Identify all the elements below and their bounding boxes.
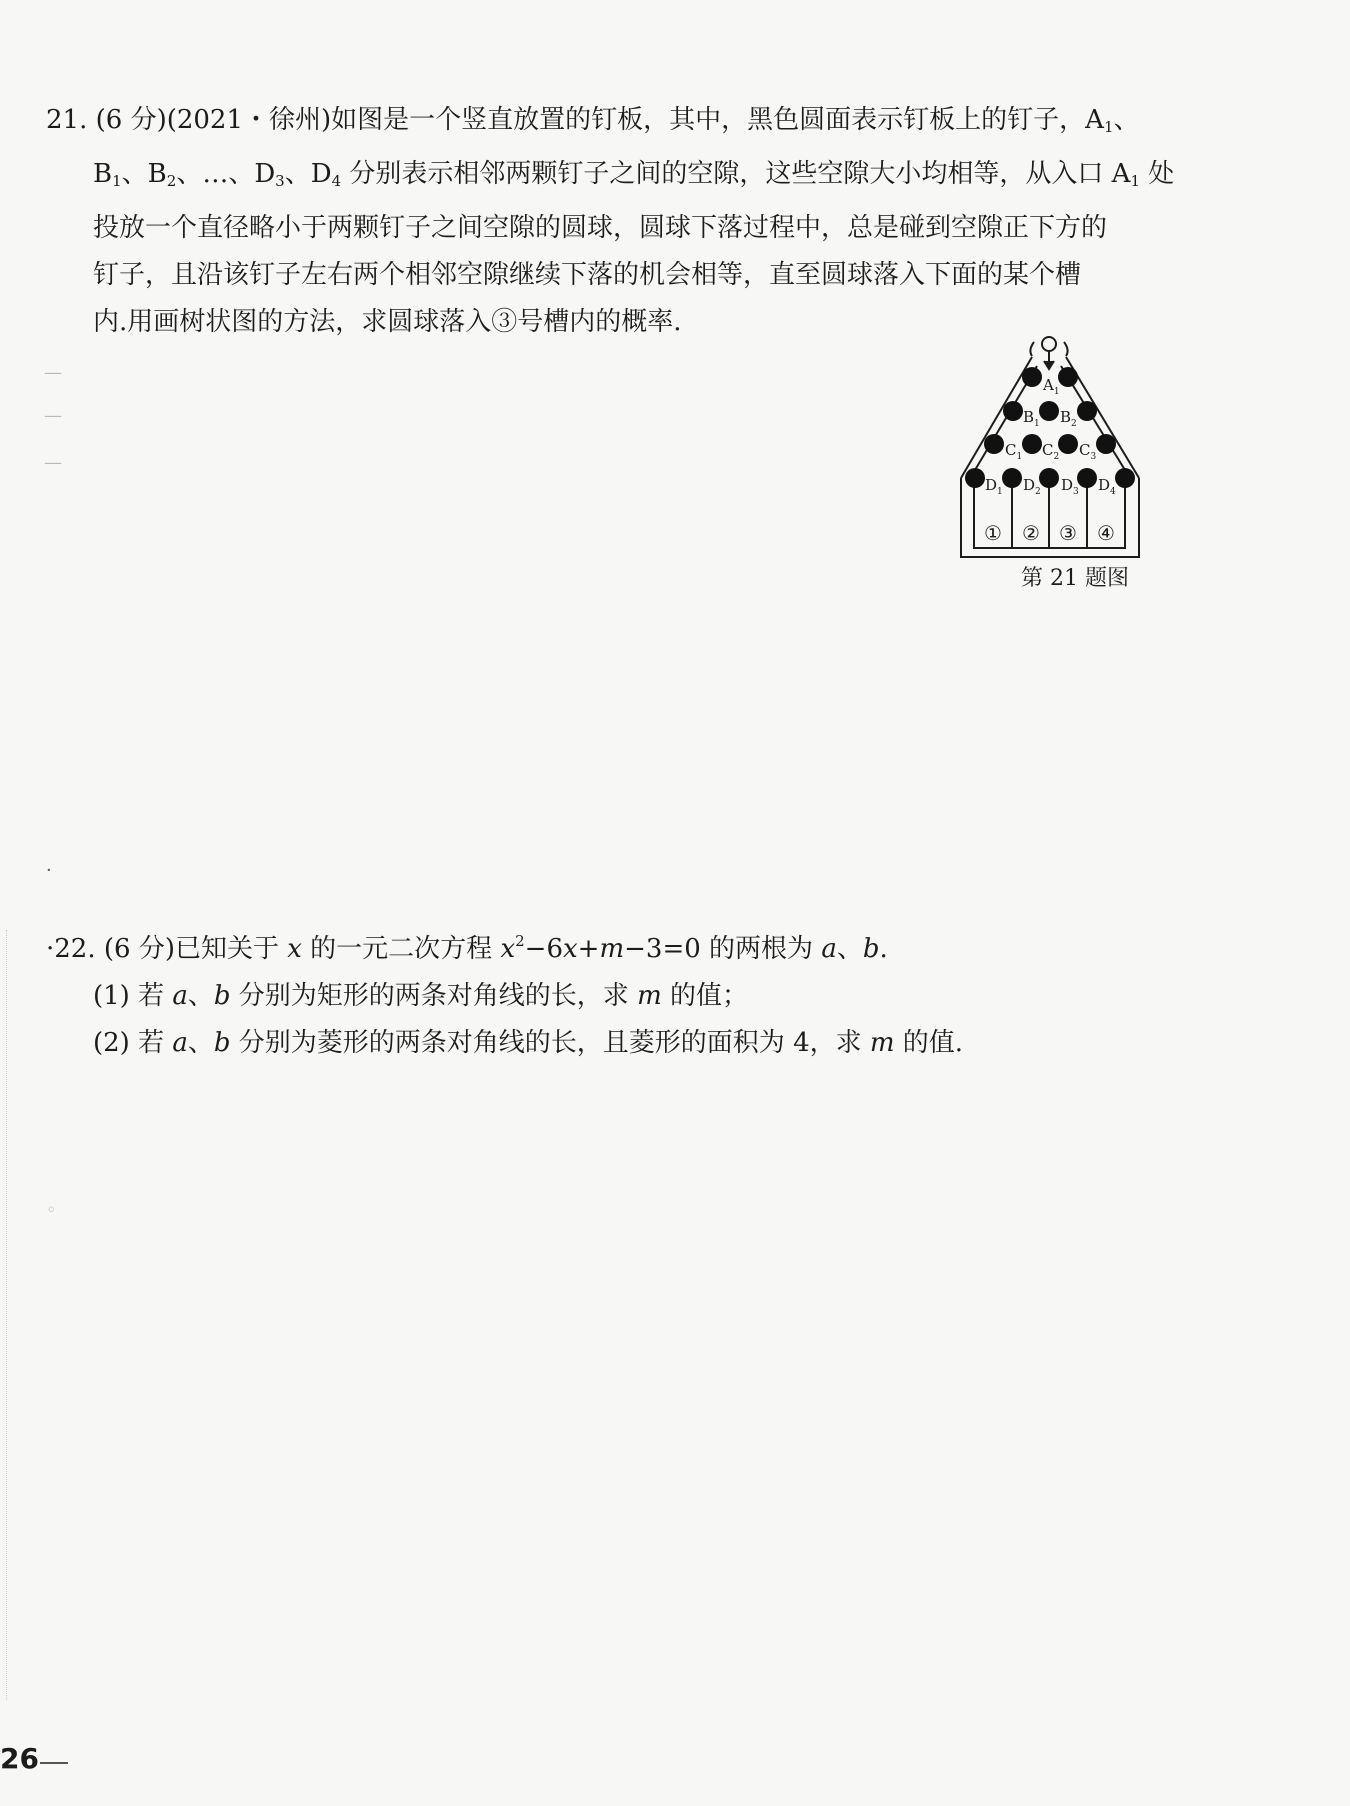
- peg: [1039, 468, 1059, 488]
- entry-arrowhead: [1044, 361, 1054, 369]
- page-number: 26: [0, 1742, 39, 1775]
- gap-label-a1: $A_1$: [1043, 376, 1060, 397]
- gap-label-c2: $C_2$: [1042, 441, 1060, 462]
- binding-dotted-line: [6, 930, 7, 1700]
- gap-label-b2: $B_2$: [1060, 408, 1077, 429]
- peg: [984, 434, 1004, 454]
- problem-21-line-2: $B_1$、$B_2$、…、$D_3$、$D_4$ 分别表示相邻两颗钉子之间的空隙，这些空隙大小均相等，从入口 $A_1$ 处: [93, 159, 1175, 190]
- margin-mark: —: [44, 405, 62, 426]
- peg: [1115, 468, 1135, 488]
- gap-label-c3: $C_3$: [1079, 441, 1097, 462]
- slot-label-1: ①: [984, 521, 1002, 545]
- problem-21-line-1: 21. (6 分)(2021・徐州)如图是一个竖直放置的钉板，其中，黑色圆面表示钉板上的钉子，$A_1$、: [46, 105, 1140, 136]
- peg: [1096, 434, 1116, 454]
- problem-22-part-1: (1) 若 a、b 分别为矩形的两条对角线的长，求 m 的值；: [93, 981, 748, 1011]
- entry-ball: [1042, 337, 1056, 351]
- entry-curl-left: [1030, 342, 1034, 356]
- peg: [1077, 401, 1097, 421]
- problem-21-line-5: 内.用画树状图的方法，求圆球落入③号槽内的概率.: [93, 307, 682, 337]
- problem-21-line-4: 钉子，且沿该钉子左右两个相邻空隙继续下落的机会相等，直至圆球落入下面的某个槽: [93, 260, 1082, 290]
- margin-mark: ·: [46, 860, 52, 881]
- peg: [1058, 434, 1078, 454]
- peg: [1039, 401, 1059, 421]
- slot-label-4: ④: [1097, 521, 1115, 545]
- margin-mark: —: [44, 452, 62, 473]
- problem-22-line-1: ·22. (6 分)已知关于 x 的一元二次方程 $x^2-6x+m-3=0$ 的两根为 a、b.: [46, 932, 888, 964]
- problem-21: [46, 97, 1175, 346]
- margin-mark: —: [44, 362, 62, 383]
- peg: [1002, 468, 1022, 488]
- peg: [965, 468, 985, 488]
- margin-mark: ◦: [46, 1200, 57, 1221]
- peg: [1022, 434, 1042, 454]
- gap-label-d1: $D_1$: [985, 476, 1003, 497]
- problem-22-part-2: (2) 若 a、b 分别为菱形的两条对角线的长，且菱形的面积为 4，求 m 的值.: [93, 1028, 964, 1058]
- gap-label-b1: $B_1$: [1023, 408, 1040, 429]
- page-number-rule: [40, 1762, 68, 1764]
- peg-board-figure: [950, 330, 1200, 600]
- peg: [1058, 367, 1078, 387]
- gap-label-d4: $D_4$: [1098, 476, 1116, 497]
- slot-label-3: ③: [1059, 521, 1077, 545]
- slot-label-2: ②: [1022, 521, 1040, 545]
- gap-label-c1: $C_1$: [1005, 441, 1023, 462]
- peg: [1077, 468, 1097, 488]
- gap-label-d2: $D_2$: [1023, 476, 1041, 497]
- gap-label-d3: $D_3$: [1061, 476, 1079, 497]
- figure-caption: 第 21 题图: [1021, 566, 1129, 591]
- entry-curl-right: [1064, 342, 1068, 356]
- peg: [1022, 367, 1042, 387]
- problem-22: [46, 918, 1146, 1067]
- problem-21-line-3: 投放一个直径略小于两颗钉子之间空隙的圆球，圆球下落过程中，总是碰到空隙正下方的: [93, 213, 1108, 243]
- peg: [1003, 401, 1023, 421]
